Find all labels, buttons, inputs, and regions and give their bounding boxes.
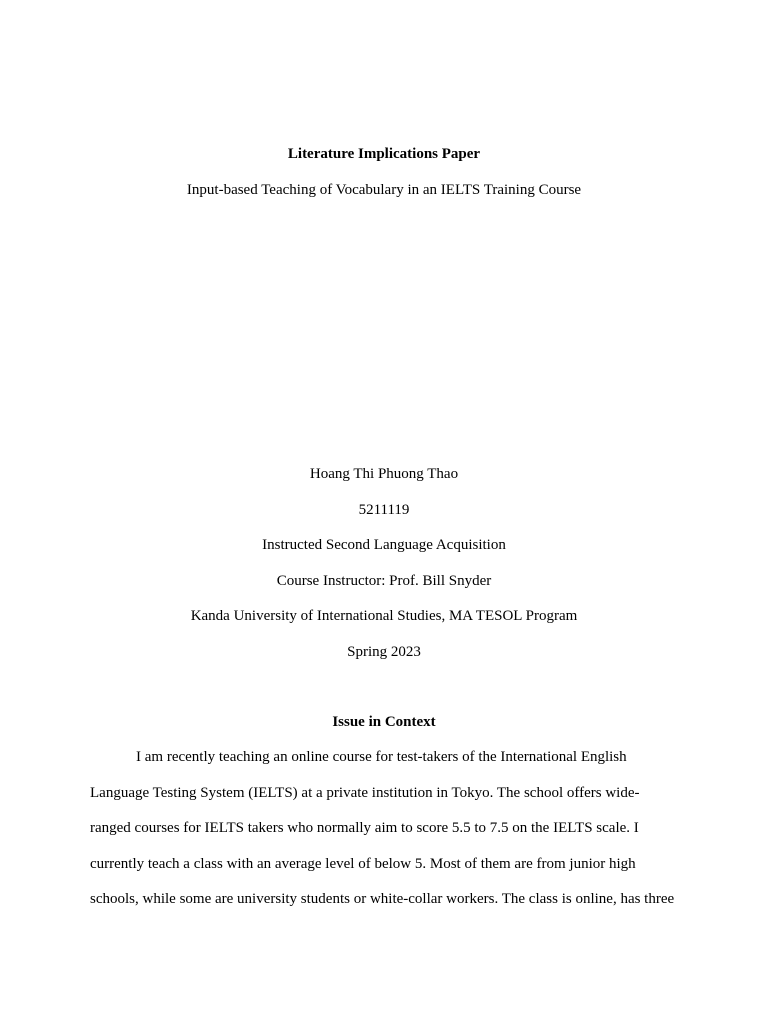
paragraph-line: Language Testing System (IELTS) at a private institution in Tokyo. The school offers wide-: [90, 785, 640, 801]
paper-subtitle: Input-based Teaching of Vocabulary in an IELTS Training Course: [186, 182, 582, 198]
student-id: 5211119: [358, 502, 410, 518]
paragraph-line: ranged courses for IELTS takers who normally aim to score 5.5 to 7.5 on the IELTS scale. I: [90, 820, 639, 836]
paragraph-line: I am recently teaching an online course for test-takers of the International English: [136, 749, 627, 765]
term: Spring 2023: [347, 644, 421, 660]
course-instructor: Course Instructor: Prof. Bill Snyder: [276, 573, 492, 589]
institution: Kanda University of International Studies, MA TESOL Program: [190, 608, 578, 624]
section-heading: Issue in Context: [332, 714, 436, 730]
course-name: Instructed Second Language Acquisition: [262, 537, 506, 553]
paragraph-line: currently teach a class with an average level of below 5. Most of them are from junior high: [90, 856, 636, 872]
paragraph-line: schools, while some are university students or white-collar workers. The class is online, has three: [90, 891, 675, 907]
author-name: Hoang Thi Phuong Thao: [309, 466, 459, 482]
paper-title: Literature Implications Paper: [287, 146, 481, 162]
